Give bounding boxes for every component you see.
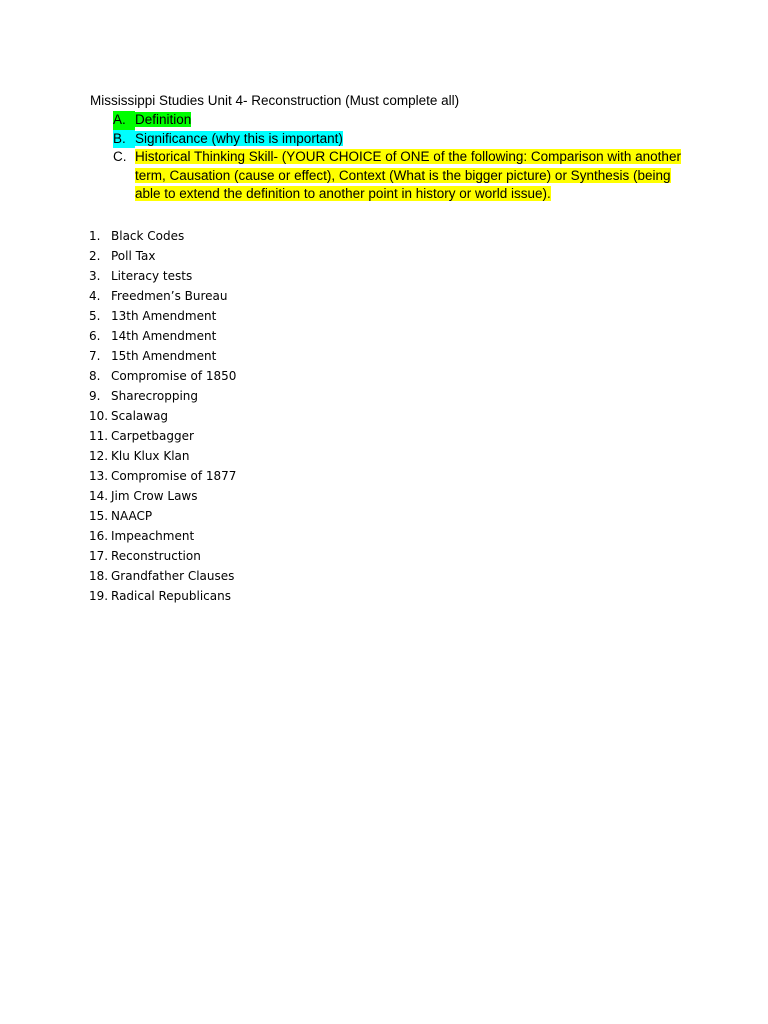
item-number: 5. <box>89 309 101 323</box>
item-text: Radical Republicans <box>111 589 231 603</box>
list-item <box>89 566 236 586</box>
item-number: 13. <box>89 469 109 483</box>
item-text: Grandfather Clauses <box>111 569 235 583</box>
criteria-item-significance <box>113 130 693 149</box>
item-text: Impeachment <box>111 529 195 543</box>
item-text: 14th Amendment <box>111 329 217 343</box>
item-text: 15th Amendment <box>111 349 217 363</box>
item-text: Sharecropping <box>111 389 199 403</box>
item-number: 8. <box>89 369 101 383</box>
item-text: Carpetbagger <box>111 429 194 443</box>
item-number: 11. <box>89 429 109 443</box>
item-text: Jim Crow Laws <box>111 489 198 503</box>
criteria-text: Definition <box>135 112 192 127</box>
list-item <box>89 406 236 426</box>
list-item <box>89 386 236 406</box>
list-item <box>89 246 236 266</box>
item-number: 14. <box>89 489 109 503</box>
list-item <box>89 486 236 506</box>
criteria-letter: B. <box>113 130 135 149</box>
criteria-letter: C. <box>113 149 127 164</box>
list-item <box>89 286 236 306</box>
criteria-list <box>113 111 693 204</box>
document-title: Mississippi Studies Unit 4- Reconstruction (Must complete all) <box>90 93 460 108</box>
list-item <box>89 506 236 526</box>
criteria-letter: A. <box>113 111 135 130</box>
criteria-item-definition <box>113 111 693 130</box>
item-text: Klu Klux Klan <box>111 449 190 463</box>
list-item <box>89 226 236 246</box>
item-number: 4. <box>89 289 101 303</box>
item-text: Literacy tests <box>111 269 193 283</box>
item-number: 15. <box>89 509 109 523</box>
item-text: Scalawag <box>111 409 169 423</box>
item-text: 13th Amendment <box>111 309 217 323</box>
item-text: Freedmen’s Bureau <box>111 289 228 303</box>
item-number: 7. <box>89 349 101 363</box>
item-text: Compromise of 1850 <box>111 369 237 383</box>
item-number: 9. <box>89 389 101 403</box>
list-item <box>89 466 236 486</box>
list-item <box>89 446 236 466</box>
item-number: 1. <box>89 229 101 243</box>
terms-list <box>89 226 236 606</box>
criteria-text: Significance (why this is important) <box>135 130 343 146</box>
list-item <box>89 306 236 326</box>
list-item <box>89 586 236 606</box>
item-number: 3. <box>89 269 101 283</box>
list-item <box>89 266 236 286</box>
item-number: 19. <box>89 589 109 603</box>
list-item <box>89 526 236 546</box>
list-item <box>89 346 236 366</box>
list-item <box>89 546 236 566</box>
item-text: NAACP <box>111 509 153 523</box>
item-number: 18. <box>89 569 109 583</box>
item-number: 17. <box>89 549 109 563</box>
list-item <box>89 426 236 446</box>
criteria-item-historical-thinking <box>113 148 693 204</box>
item-text: Compromise of 1877 <box>111 469 237 483</box>
criteria-text: Historical Thinking Skill- (YOUR CHOICE of ONE of the following: Comparison with another term, Causation (cause or effect), Context (What is the bigger picture) or Synthesis (being able to extend the definition to another point in history or world issue). <box>135 149 681 201</box>
list-item <box>89 326 236 346</box>
item-number: 12. <box>89 449 109 463</box>
item-text: Reconstruction <box>111 549 201 563</box>
item-text: Poll Tax <box>111 249 156 263</box>
item-number: 2. <box>89 249 101 263</box>
item-number: 16. <box>89 529 109 543</box>
item-number: 10. <box>89 409 109 423</box>
item-number: 6. <box>89 329 101 343</box>
item-text: Black Codes <box>111 229 185 243</box>
list-item <box>89 366 236 386</box>
